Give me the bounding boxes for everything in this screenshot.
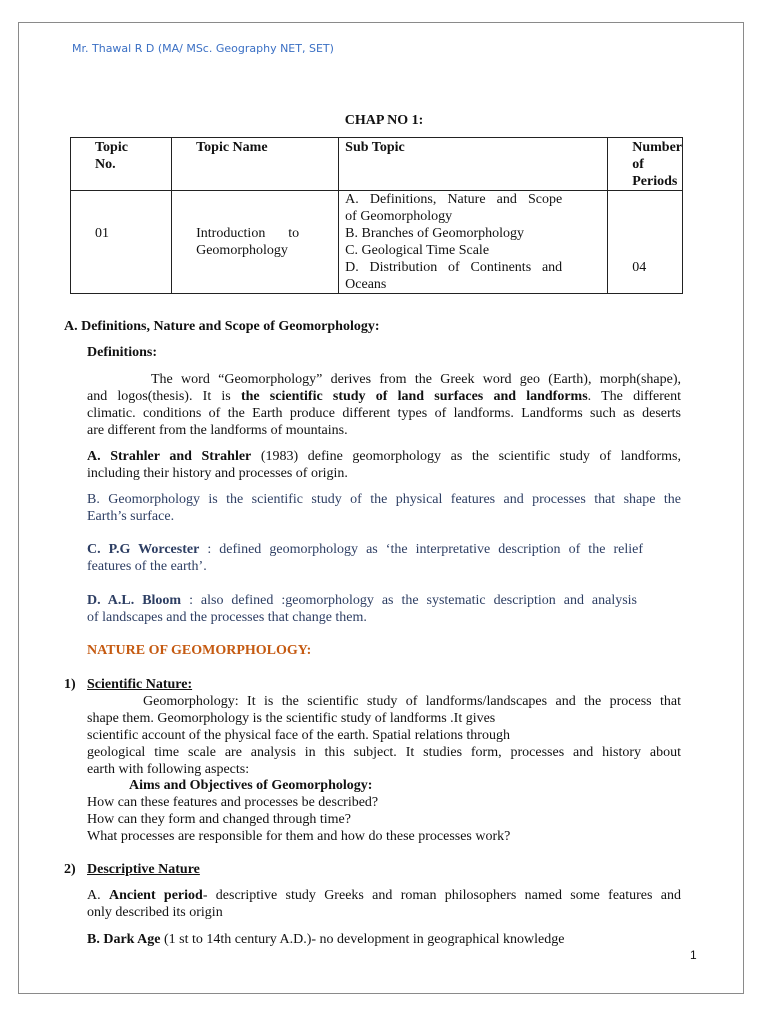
section-a-title: A. Definitions, Nature and Scope of Geomorphology: bbox=[64, 319, 380, 334]
item1-number: 1) bbox=[64, 677, 76, 692]
cell-topic-no: 01 bbox=[71, 191, 172, 294]
list-item: How can these features and processes be described? bbox=[87, 795, 379, 810]
header-sub-topic: Sub Topic bbox=[339, 138, 608, 191]
ancient-period: A. Ancient period- descriptive study Greeks and roman philosophers named some features and only described its origin bbox=[87, 888, 681, 920]
dark-age: B. Dark Age (1 st to 14th century A.D.)- no development in geographical knowledge bbox=[87, 932, 565, 947]
cell-periods: 04 bbox=[608, 191, 683, 294]
list-item: What processes are responsible for them and how do these processes work? bbox=[87, 829, 511, 844]
topics-table bbox=[70, 137, 683, 294]
list-item: How can they form and changed through time? bbox=[87, 812, 351, 827]
header-periods: Number of Periods bbox=[608, 138, 683, 191]
cell-topic-name: Introduction to Geomorphology bbox=[172, 191, 339, 294]
page-number: 1 bbox=[690, 948, 697, 962]
item1-title: Scientific Nature: bbox=[87, 677, 193, 692]
definitions-label: Definitions: bbox=[87, 345, 157, 360]
aims-title: Aims and Objectives of Geomorphology: bbox=[129, 778, 373, 793]
item2-number: 2) bbox=[64, 862, 76, 877]
cell-sub-topic: A. Definitions, Nature and Scope of Geomorphology B. Branches of Geomorphology C. Geological Time Scale D. Distribution of Continents and Oceans bbox=[339, 191, 608, 294]
header-topic-name: Topic Name bbox=[172, 138, 339, 191]
table-row bbox=[71, 191, 683, 294]
nature-title: NATURE OF GEOMORPHOLOGY: bbox=[87, 643, 312, 658]
item2-title: Descriptive Nature bbox=[87, 862, 200, 877]
chapter-title: CHAP NO 1: bbox=[344, 113, 424, 128]
definition-strahler: A. Strahler and Strahler (1983) define geomorphology as the scientific study of landforms, including their history and processes of origin. bbox=[87, 449, 681, 481]
definition-b: B. Geomorphology is the scientific study of the physical features and processes that shape the Earth’s surface. bbox=[87, 492, 681, 524]
definition-bloom: D. A.L. Bloom : also defined :geomorphology as the systematic description and analysis of landscapes and the processes that change them. bbox=[87, 593, 638, 625]
table-header-row bbox=[71, 138, 683, 191]
paragraph-etymology: The word “Geomorphology” derives from the Greek word geo (Earth), morph(shape), and logos(thesis). It is the scientific study of land surfaces and landforms. The different climatic. conditions of the Earth produce different types of landforms. Landforms such as deserts are different from the landforms of mountains. bbox=[87, 372, 682, 438]
header-topic-no: Topic No. bbox=[71, 138, 172, 191]
definition-worcester: C. P.G Worcester : defined geomorphology as ‘the interpretative description of the relief features of the earth’. bbox=[87, 542, 643, 574]
scientific-nature-paragraph: Geomorphology: It is the scientific study of landforms/landscapes and the process that shape them. Geomorphology is the scientific study of landforms .It gives scientific account of the physical face of the earth. Spatial relations through geological time scale are analysis in this subject. It studies form, processes and history about earth with following aspects: bbox=[87, 694, 681, 777]
page-header: Mr. Thawal R D (MA/ MSc. Geography NET, SET) bbox=[72, 42, 334, 55]
aims-list bbox=[87, 794, 510, 845]
